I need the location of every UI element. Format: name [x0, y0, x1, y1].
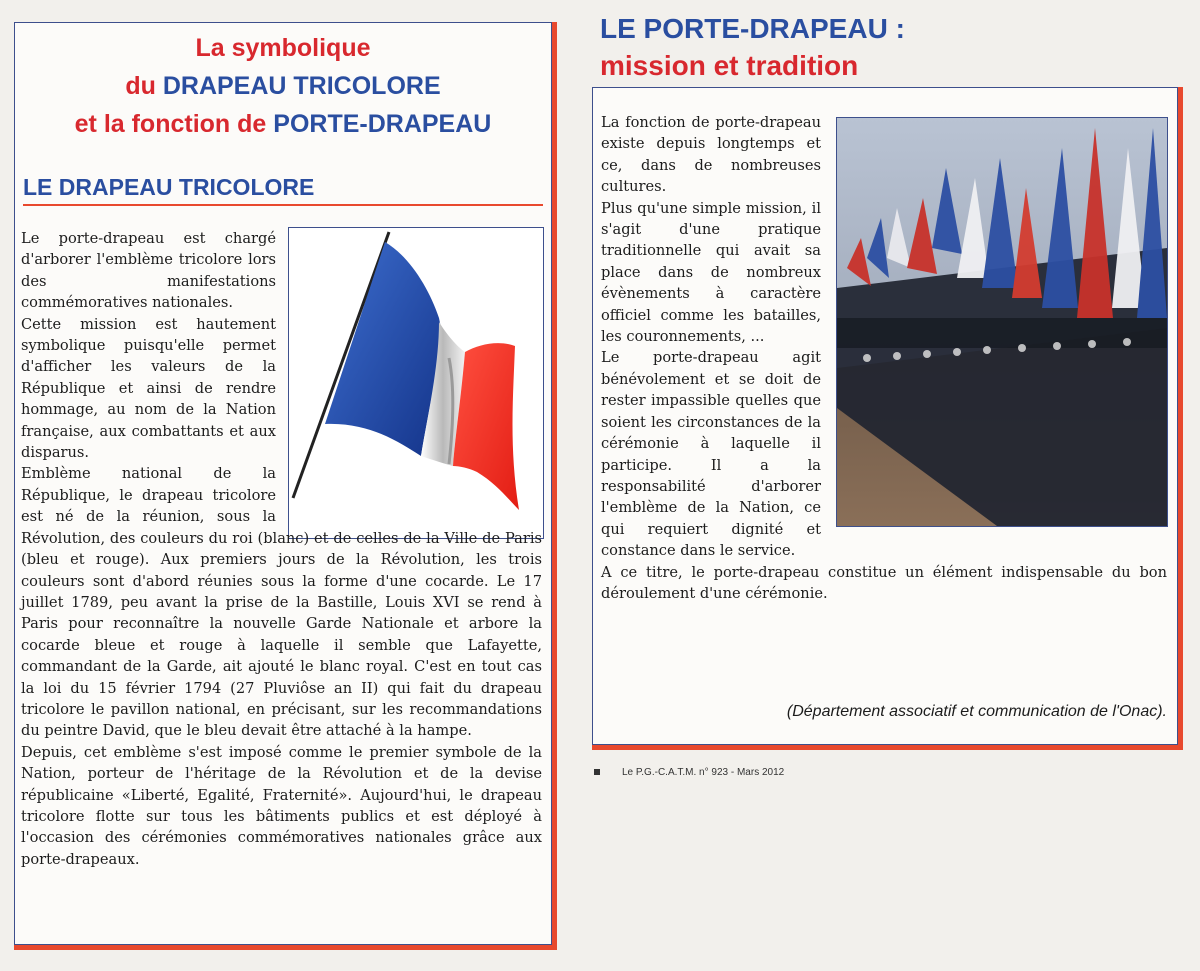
- left-paragraph-2: Cette mission est hautement symbolique puisqu'elle permet d'afficher les valeurs de la République et ainsi de rendre hommage, au nom de la Nation française, aux combattants et aux disparus.: [21, 315, 276, 462]
- section-rule: [23, 204, 543, 206]
- flag-wrap-spacer: [286, 228, 542, 508]
- right-paragraph-2: Plus qu'une simple mission, il s'agit d'une pratique traditionnelle qui avait sa place dans de nombreux évènements à caractère officiel comme les batailles, les couronnements, ...: [601, 199, 821, 346]
- main-title-line3-pre: et la fonction de: [74, 110, 274, 138]
- left-paragraph-3: Emblème national de la République, le drapeau tricolore est né de la réunion, sous la Révolution, des couleurs du roi (blanc) et de celles de la Ville de Paris (bleu et rouge). Aux premiers jours de la Révolution, les trois couleurs sont d'abord réunies sous la forme d'une cocarde. Le 17 juillet 1789, peu avant la prise de la Bastille, Louis XVI se rend à Paris pour reconnaître la nouvelle Garde Nationale et arbore la cocarde bleue et rouge à laquelle il semble que Lafayette, commandant de la Garde, ait ajouté le blanc royal. C'est en tout cas la loi du 15 février 1794 (27 Pluviôse an II) qui fait du drapeau tricolore le pavillon national, en précisant, sur les recommandations du peintre David, que le bleu devait être attaché à la hampe.: [21, 465, 542, 740]
- main-title-line1: La symbolique: [195, 34, 371, 62]
- signature: (Département associatif et communication de l'Onac).: [786, 703, 1167, 720]
- main-title-line2: [15, 67, 551, 105]
- right-article: [592, 87, 1178, 745]
- left-paragraph-4: Depuis, cet emblème s'est imposé comme le premier symbole de la Nation, porteur de l'héritage de la Révolution et de la devise républicaine «Liberté, Egalité, Fraternité». Aujourd'hui, le drapeau tricolore flotte sur tous les bâtiments publics et est déployé à l'occasion des cérémonies commémoratives nationales grâce aux porte-drapeaux.: [21, 743, 542, 868]
- main-title-line2-blue: DRAPEAU TRICOLORE: [162, 72, 441, 100]
- main-title-line3-blue: PORTE-DRAPEAU: [273, 110, 492, 138]
- main-title-line2-pre: du: [125, 72, 163, 100]
- footer-text: Le P.G.-C.A.T.M. n° 923 - Mars 2012: [622, 767, 785, 778]
- right-article-body: [601, 112, 1167, 604]
- right-paragraph-4: A ce titre, le porte-drapeau constitue un élément indispensable du bon déroulement d'une cérémonie.: [601, 563, 1167, 602]
- right-paragraph-3: Le porte-drapeau agit bénévolement et se doit de rester impassible quelles que soient les circonstances de la cérémonie à laquelle il participe. Il a la responsabilité d'arborer l'emblème de la Nation, ce qui requiert dignité et constance dans le service.: [601, 349, 821, 560]
- left-paragraph-1: Le porte-drapeau est chargé d'arborer l'emblème tricolore lors des manifestations commémoratives nationales.: [21, 230, 276, 312]
- left-article-body: [21, 228, 542, 870]
- photo-wrap-spacer: [829, 112, 1167, 524]
- main-title-line3: [15, 105, 551, 143]
- left-article: [14, 22, 552, 945]
- right-paragraph-1: La fonction de porte-drapeau existe depuis longtemps et ce, dans de nombreuses cultures.: [601, 114, 821, 196]
- page-footer: [594, 767, 784, 778]
- right-title: [600, 10, 905, 84]
- right-title-line2: mission et tradition: [600, 50, 859, 81]
- square-bullet-icon: [594, 769, 600, 775]
- section-heading: LE DRAPEAU TRICOLORE: [23, 174, 315, 200]
- main-title: [15, 29, 551, 143]
- right-title-line1: LE PORTE-DRAPEAU :: [600, 13, 905, 44]
